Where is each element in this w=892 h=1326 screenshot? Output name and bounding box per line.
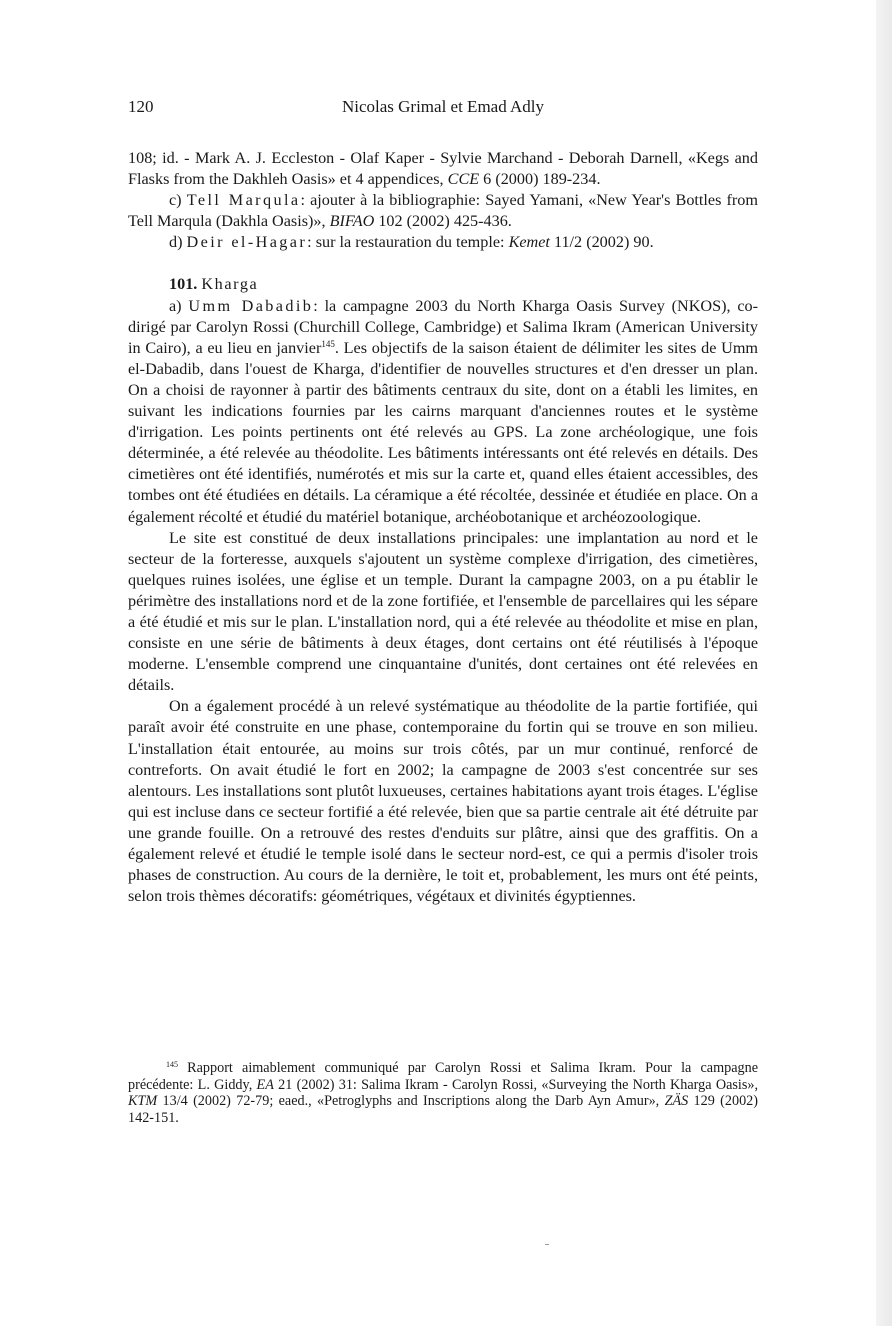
main-text: [128, 148, 758, 907]
journal-title: Kemet: [508, 233, 550, 252]
page-edge-shadow: [876, 0, 892, 1326]
paragraph-deir-el-hagar: d) Deir el-Hagar: sur la restauration du temple: Kemet 11/2 (2002) 90.: [169, 233, 654, 252]
footnote: [128, 1060, 758, 1126]
paragraph-umm-dabadib: a) Umm Dabadib: la campagne 2003 du North Kharga Oasis Survey (NKOS), co-dirigé par Carolyn Rossi (Churchill College, Cambridge) et Salima Ikram (American University in Cairo), a eu lieu en janvier$^{145}$. Les objectifs de la saison étaient de délimiter les sites de Umm el-Dabadib, dans l'ouest de Kharga, d'identifier de nouvelles structures et d'en dresser un plan. On a choisi de rayonner à partir des bâtiments centraux du site, dont on a établi les limites, en suivant les indications fournies par les cairns marquant d'anciennes routes et le système d'irrigation. Les points pertinents ont été relevés au GPS. La zone archéologique, une fois déterminée, a été relevée au théodolite. Les bâtiments intéressants ont été relevés en détails. Des cimetières ont été identifiés, numérotés et mis sur la carte et, quand elles étaient accessibles, des tombes ont été étudiées en détails. La céramique a été récoltée, dessinée et étudiée en place. On a également récolté et étudié du matériel botanique, archéobotanique et archéozoologique.: [128, 296, 759, 526]
paragraph-tell-marqula: c) Tell Marqula: ajouter à la bibliographie: Sayed Yamani, «New Year's Bottles from Tell Marqula (Dakhla Oasis)», BIFAO 102 (2002) 425-436.: [128, 191, 758, 231]
site-name: Deir el-Hagar: [186, 233, 308, 252]
journal-abbrev: EA: [256, 1076, 274, 1093]
journal-abbrev: CCE: [447, 170, 480, 189]
journal-abbrev: BIFAO: [329, 212, 375, 231]
paragraph-site-description: Le site est constitué de deux installations principales: une implantation au nord et le secteur de la forteresse, auxquels s'ajoutent un système complexe d'irrigation, des cimetières, quelques ruines isolées, une église et un temple. Durant la campagne 2003, on a pu établir le périmètre des installations nord et de la zone fortifiée, et l'ensemble de parcellaires qui les sépare a été étudié et mis sur le plan. L'installation nord, qui a été relevée au théodolite et mise en plan, consiste en une série de bâtiments à deux étages, dont certains ont été réutilisés à l'époque moderne. L'ensemble comprend une cinquantaine d'unités, dont certaines ont été relevées en détails.: [128, 528, 758, 695]
footnote-text: $^{145}$ Rapport aimablement communiqué par Carolyn Rossi et Salima Ikram. Pour la campagne précédente: L. Giddy, EA 21 (2002) 31: Salima Ikram - Carolyn Rossi, «Surveying the North Kharga Oasis», KTM 13/4 (2002) 72-79; eaed., «Petroglyphs and Inscriptions along the Darb Ayn Amur», ZÄS 129 (2002) 142-151.: [128, 1060, 758, 1126]
paragraph-bibliography-continued: 108; id. - Mark A. J. Eccleston - Olaf Kaper - Sylvie Marchand - Deborah Darnell, «Kegs and Flasks from the Dakhleh Oasis» et 4 appendices, CCE 6 (2000) 189-234.: [128, 149, 758, 189]
section-heading: [128, 274, 758, 295]
footnote-reference: 145: [321, 338, 335, 349]
page-number: 120: [128, 97, 154, 116]
journal-abbrev: ZÄS: [664, 1093, 689, 1109]
section-title: Kharga: [201, 275, 259, 294]
scan-mark: [545, 1244, 549, 1245]
site-name: Umm Dabadib: [188, 296, 314, 315]
footnote-number: 145: [166, 1060, 178, 1069]
paragraph-fortified-sector: On a également procédé à un relevé systématique au théodolite de la partie fortifiée, qui paraît avoir été construite en une phase, contemporaine du fortin qui se trouve en son milieu. L'installation était entourée, au moins sur trois côtés, par un mur continué, renforcé de contreforts. On avait étudié le fort en 2002; la campagne de 2003 s'est concentrée sur ses alentours. Les installations sont plutôt luxueuses, certaines habitations ayant trois étages. L'église qui est incluse dans ce secteur fortifié a été relevée, bien que sa partie centrale ait été détruite par une grande fouille. On a retrouvé des restes d'enduits sur plâtre, ainsi que des graffitis. On a également relevé et étudié le temple isolé dans le secteur nord-est, ce qui a permis d'isoler trois phases de construction. Au cours de la dernière, le toit et, probablement, les murs ont été peints, selon trois thèmes décoratifs: géométriques, végétaux et divinités égyptiennes.: [128, 697, 758, 906]
site-name: Tell Marqula: [186, 191, 301, 210]
journal-abbrev: KTM: [128, 1093, 158, 1109]
running-title: Nicolas Grimal et Emad Adly: [341, 97, 545, 116]
section-number: 101.: [169, 275, 198, 294]
running-header: [128, 97, 758, 121]
